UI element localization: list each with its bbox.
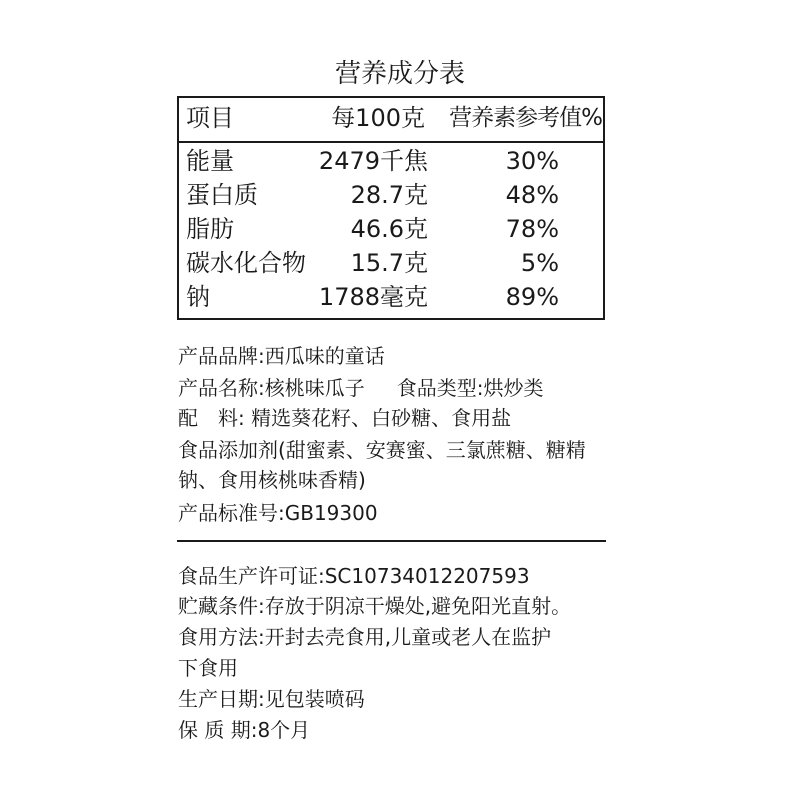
production-date: 生产日期:见包装喷码 [178, 687, 365, 711]
product-name-line [178, 375, 544, 401]
row-per-100g: 1788毫克 [318, 283, 428, 311]
header-item: 项目 [186, 104, 234, 132]
storage-conditions: 贮藏条件:存放于阴凉干燥处,避免阳光直射。 [178, 594, 572, 618]
row-item: 能量 [186, 147, 234, 175]
row-per-100g: 15.7克 [350, 249, 428, 277]
nutrition-table [177, 96, 605, 320]
additives-line-2: 钠、食用核桃味香精) [178, 468, 366, 492]
row-nrv: 89% [505, 283, 559, 311]
section-divider [177, 540, 606, 542]
row-item: 钠 [186, 283, 210, 311]
row-item: 脂肪 [186, 215, 234, 243]
usage-line-2: 下食用 [178, 656, 238, 680]
usage-line-1: 食用方法:开封去壳食用,儿童或老人在监护 [178, 625, 552, 649]
product-brand: 产品品牌:西瓜味的童话 [178, 344, 385, 368]
row-per-100g: 28.7克 [350, 181, 428, 209]
ingredients-line [178, 405, 511, 431]
row-nrv: 48% [505, 181, 559, 209]
ingredients: 精选葵花籽、白砂糖、食用盐 [251, 406, 512, 430]
header-divider [179, 141, 603, 143]
production-license: 食品生产许可证:SC10734012207593 [178, 564, 530, 588]
shelf-life: 保 质 期:8个月 [178, 718, 311, 742]
product-standard: 产品标准号:GB19300 [178, 501, 378, 525]
row-item: 碳水化合物 [186, 249, 306, 277]
row-nrv: 30% [505, 147, 559, 175]
nutrition-table-title: 营养成分表 [334, 59, 465, 89]
ingredients-label: 配 料: [178, 406, 245, 430]
food-type: 食品类型:烘炒类 [396, 376, 544, 400]
row-nrv: 5% [520, 249, 559, 277]
additives-line-1: 食品添加剂(甜蜜素、安赛蜜、三氯蔗糖、糖精 [178, 438, 586, 462]
product-name: 产品名称:核桃味瓜子 [178, 376, 365, 400]
header-nrv: 营养素参考值% [449, 105, 602, 131]
row-nrv: 78% [505, 215, 559, 243]
row-per-100g: 2479千焦 [318, 147, 428, 175]
header-per-100g: 每100克 [331, 104, 425, 132]
row-per-100g: 46.6克 [350, 215, 428, 243]
row-item: 蛋白质 [186, 181, 258, 209]
